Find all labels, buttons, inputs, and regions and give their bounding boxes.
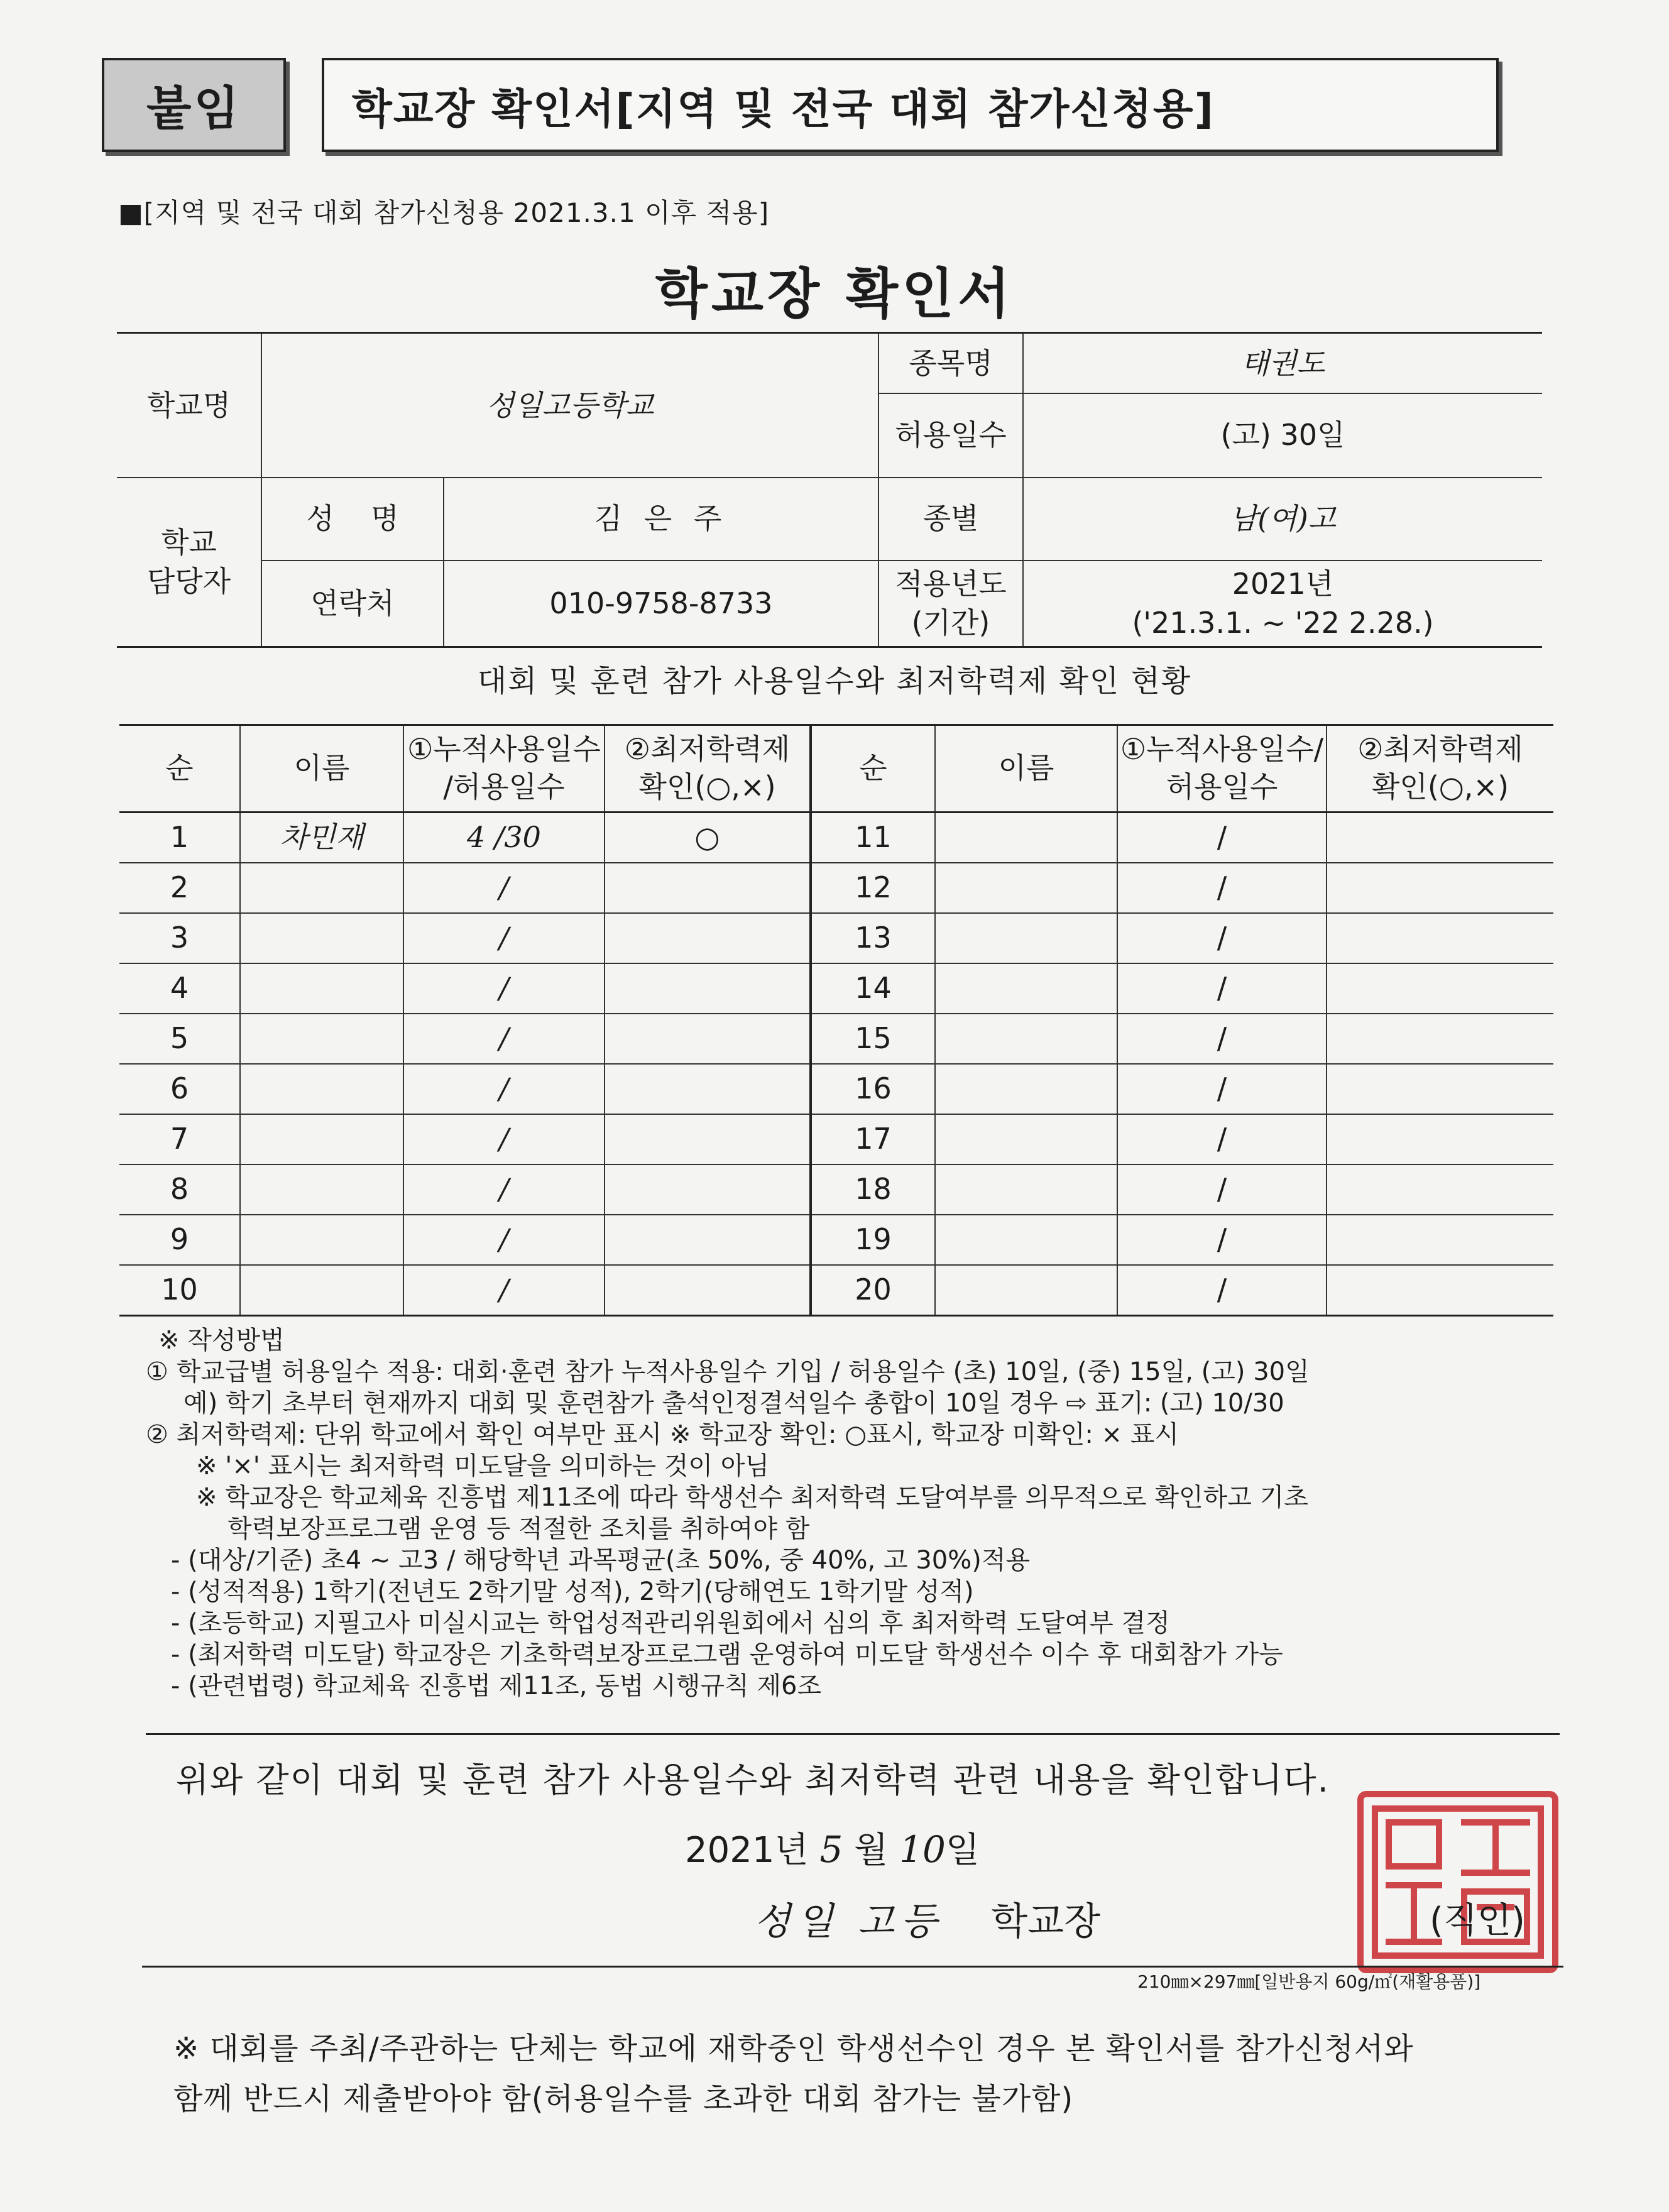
athlete-name bbox=[935, 813, 1117, 863]
allowed-days-label: 허용일수 bbox=[878, 393, 1023, 478]
min-academic-check bbox=[1327, 913, 1553, 963]
row-no: 13 bbox=[811, 913, 935, 963]
contact-label: 연락처 bbox=[261, 561, 444, 647]
instruction-line: 예) 학기 초부터 현재까지 대회 및 훈련참가 출석인정결석일수 총합이 10일 경우 ⇨ 표기: (고) 10/30 bbox=[183, 1389, 1284, 1418]
gender-label: 종별 bbox=[878, 478, 1023, 561]
header-name-right: 이름 bbox=[935, 725, 1117, 813]
row-no: 6 bbox=[119, 1064, 240, 1114]
athlete-name bbox=[240, 1164, 403, 1215]
cumulative-days: / bbox=[403, 863, 605, 913]
document-title: 학교장 확인서 bbox=[655, 263, 1014, 326]
row-no: 5 bbox=[119, 1014, 240, 1064]
instruction-line: ① 학교급별 허용일수 적용: 대회·훈련 참가 누적사용일수 기입 / 허용일수 (초) 10일, (중) 15일, (고) 30일 bbox=[146, 1357, 1310, 1386]
cumulative-days: / bbox=[1117, 813, 1327, 863]
header-title: 학교장 확인서[지역 및 전국 대회 참가신청용] bbox=[322, 58, 1499, 152]
period-value: 2021년 ('21.3.1. ~ '22 2.28.) bbox=[1023, 561, 1542, 647]
instruction-line: ② 최저학력제: 단위 학교에서 확인 여부만 표시 ※ 학교장 확인: ○표시, 학교장 미확인: × 표시 bbox=[146, 1420, 1179, 1449]
min-academic-check bbox=[605, 1014, 811, 1064]
cumulative-days: 4 /30 bbox=[403, 813, 605, 863]
divider-line bbox=[142, 1966, 1563, 1968]
instruction-line: - (관련법령) 학교체육 진흥법 제11조, 동법 시행규칙 제6조 bbox=[171, 1672, 822, 1700]
row-no: 1 bbox=[119, 813, 240, 863]
row-no: 14 bbox=[811, 963, 935, 1014]
period-label: 적용년도 (기간) bbox=[878, 561, 1023, 647]
instruction-line: - (대상/기준) 초4 ~ 고3 / 해당학년 과목평균(초 50%, 중 40%, 고 30%)적용 bbox=[171, 1546, 1031, 1575]
athlete-name bbox=[935, 1215, 1117, 1265]
cumulative-days: / bbox=[403, 1265, 605, 1316]
footer-note: ※ 대회를 주최/주관하는 단체는 학교에 재학중인 학생선수인 경우 본 확인서를 참가신청서와 함께 반드시 제출받아야 함(허용일수를 초과한 대회 참가는 불가함) bbox=[173, 2031, 1414, 2116]
cumulative-days: / bbox=[1117, 1265, 1327, 1316]
athlete-name bbox=[935, 1265, 1117, 1316]
athlete-name bbox=[240, 1014, 403, 1064]
school-name-label: 학교명 bbox=[117, 333, 261, 478]
row-no: 2 bbox=[119, 863, 240, 913]
manager-name-label: 성 명 bbox=[261, 478, 444, 561]
athlete-name bbox=[240, 963, 403, 1014]
cumulative-days: / bbox=[1117, 913, 1327, 963]
athlete-name bbox=[935, 1014, 1117, 1064]
date-year: 2021년 bbox=[685, 1830, 809, 1871]
signature-line bbox=[754, 1892, 1100, 1946]
date-day-unit: 일 bbox=[945, 1830, 980, 1871]
header-no-left: 순 bbox=[119, 725, 240, 813]
allowed-days-value: (고) 30일 bbox=[1023, 393, 1542, 478]
manager-name-value: 김 은 주 bbox=[444, 478, 878, 561]
athlete-rows bbox=[119, 813, 1553, 1316]
min-academic-check bbox=[605, 913, 811, 963]
min-academic-check bbox=[605, 1064, 811, 1114]
min-academic-check bbox=[1327, 863, 1553, 913]
min-academic-check bbox=[1327, 1265, 1553, 1316]
table-row bbox=[119, 813, 1553, 863]
athlete-name bbox=[240, 1114, 403, 1164]
cumulative-days: / bbox=[1117, 1014, 1327, 1064]
cumulative-days: / bbox=[1117, 1064, 1327, 1114]
instruction-line: - (초등학교) 지필고사 미실시교는 학업성적관리위원회에서 심의 후 최저학력 도달여부 결정 bbox=[171, 1609, 1170, 1638]
min-academic-check: ○ bbox=[605, 813, 811, 863]
athlete-name bbox=[240, 1265, 403, 1316]
table-row bbox=[119, 1164, 1553, 1215]
date-month: 5 bbox=[819, 1828, 843, 1871]
table-row bbox=[119, 1064, 1553, 1114]
athlete-name bbox=[935, 1114, 1117, 1164]
row-no: 10 bbox=[119, 1265, 240, 1316]
school-seal bbox=[1357, 1791, 1558, 1973]
header-check-left: ②최저학력제 확인(○,×) bbox=[605, 725, 811, 813]
row-no: 7 bbox=[119, 1114, 240, 1164]
divider-line bbox=[146, 1733, 1560, 1735]
min-academic-check bbox=[605, 863, 811, 913]
row-no: 12 bbox=[811, 863, 935, 913]
table-row bbox=[119, 1014, 1553, 1064]
header-days-left: ①누적사용일수 /허용일수 bbox=[403, 725, 605, 813]
athlete-name bbox=[935, 863, 1117, 913]
school-name-value: 성일고등학교 bbox=[261, 333, 878, 478]
min-academic-check bbox=[1327, 1164, 1553, 1215]
sport-label: 종목명 bbox=[878, 333, 1023, 393]
table-row bbox=[119, 863, 1553, 913]
school-info-table bbox=[117, 332, 1542, 648]
gender-value: 남(여)고 bbox=[1023, 478, 1542, 561]
athlete-name bbox=[935, 963, 1117, 1014]
cumulative-days: / bbox=[403, 1114, 605, 1164]
row-no: 17 bbox=[811, 1114, 935, 1164]
confirmation-date bbox=[685, 1822, 980, 1873]
row-no: 20 bbox=[811, 1265, 935, 1316]
cumulative-days: / bbox=[403, 963, 605, 1014]
row-no: 4 bbox=[119, 963, 240, 1014]
athlete-name bbox=[935, 1064, 1117, 1114]
athlete-name bbox=[240, 863, 403, 913]
athlete-table bbox=[119, 724, 1553, 1317]
athlete-name bbox=[935, 1164, 1117, 1215]
cumulative-days: / bbox=[403, 1064, 605, 1114]
min-academic-check bbox=[1327, 813, 1553, 863]
min-academic-check bbox=[1327, 1215, 1553, 1265]
min-academic-check bbox=[605, 1114, 811, 1164]
min-academic-check bbox=[1327, 1064, 1553, 1114]
header-no-right: 순 bbox=[811, 725, 935, 813]
athlete-name bbox=[240, 913, 403, 963]
cumulative-days: / bbox=[403, 1164, 605, 1215]
contact-value: 010-9758-8733 bbox=[444, 561, 878, 647]
instruction-line: 학력보장프로그램 운영 등 적절한 조치를 취하여야 함 bbox=[227, 1514, 810, 1543]
confirmation-text: 위와 같이 대회 및 훈련 참가 사용일수와 최저학력 관련 내용을 확인합니다. bbox=[176, 1760, 1330, 1800]
attachment-tag: 붙임 bbox=[102, 58, 286, 152]
table-row bbox=[119, 1265, 1553, 1316]
cumulative-days: / bbox=[1117, 1114, 1327, 1164]
instructions-heading: ※ 작성방법 bbox=[158, 1326, 285, 1355]
row-no: 19 bbox=[811, 1215, 935, 1265]
seal-label: (직인) bbox=[1430, 1900, 1525, 1941]
manager-label: 학교 담당자 bbox=[117, 478, 261, 647]
table-row bbox=[119, 963, 1553, 1014]
min-academic-check bbox=[1327, 1014, 1553, 1064]
cumulative-days: / bbox=[1117, 863, 1327, 913]
instruction-line: ※ 학교장은 학교체육 진흥법 제11조에 따라 학생선수 최저학력 도달여부를 의무적으로 확인하고 기초 bbox=[196, 1483, 1308, 1512]
table-row bbox=[119, 1215, 1553, 1265]
min-academic-check bbox=[1327, 1114, 1553, 1164]
instruction-line: - (성적적용) 1학기(전년도 2학기말 성적), 2학기(당해연도 1학기말 성적) bbox=[171, 1577, 974, 1606]
cumulative-days: / bbox=[403, 913, 605, 963]
date-day: 10 bbox=[899, 1828, 946, 1871]
athlete-name bbox=[240, 1064, 403, 1114]
cumulative-days: / bbox=[1117, 1215, 1327, 1265]
min-academic-check bbox=[605, 1164, 811, 1215]
status-heading: 대회 및 훈련 참가 사용일수와 최저학력제 확인 현황 bbox=[477, 664, 1192, 699]
min-academic-check bbox=[605, 1215, 811, 1265]
header-check-right: ②최저학력제 확인(○,×) bbox=[1327, 725, 1553, 813]
row-no: 8 bbox=[119, 1164, 240, 1215]
cumulative-days: / bbox=[403, 1014, 605, 1064]
row-no: 18 bbox=[811, 1164, 935, 1215]
row-no: 11 bbox=[811, 813, 935, 863]
school-handwritten: 성일 고등 bbox=[754, 1900, 943, 1944]
athlete-name bbox=[935, 913, 1117, 963]
athlete-name: 차민재 bbox=[240, 813, 403, 863]
date-month-unit: 월 bbox=[854, 1830, 889, 1871]
cumulative-days: / bbox=[403, 1215, 605, 1265]
min-academic-check bbox=[605, 963, 811, 1014]
header-name-left: 이름 bbox=[240, 725, 403, 813]
paper-spec: 210㎜×297㎜[일반용지 60g/㎡(재활용품)] bbox=[1137, 1971, 1481, 1992]
athlete-name bbox=[240, 1215, 403, 1265]
table-row bbox=[119, 1114, 1553, 1164]
min-academic-check bbox=[605, 1265, 811, 1316]
cumulative-days: / bbox=[1117, 1164, 1327, 1215]
row-no: 9 bbox=[119, 1215, 240, 1265]
table-row bbox=[119, 913, 1553, 963]
min-academic-check bbox=[1327, 963, 1553, 1014]
instruction-line: ※ '×' 표시는 최저학력 미도달을 의미하는 것이 아님 bbox=[196, 1452, 770, 1481]
row-no: 3 bbox=[119, 913, 240, 963]
sport-value: 태권도 bbox=[1023, 333, 1542, 393]
application-note: ■[지역 및 전국 대회 참가신청용 2021.3.1 이후 적용] bbox=[118, 197, 770, 228]
instruction-line: - (최저학력 미도달) 학교장은 기초학력보장프로그램 운영하여 미도달 학생선수 이수 후 대회참가 가능 bbox=[171, 1640, 1283, 1669]
cumulative-days: / bbox=[1117, 963, 1327, 1014]
row-no: 15 bbox=[811, 1014, 935, 1064]
principal-label: 학교장 bbox=[991, 1900, 1101, 1944]
header-days-right: ①누적사용일수/ 허용일수 bbox=[1117, 725, 1327, 813]
row-no: 16 bbox=[811, 1064, 935, 1114]
instructions bbox=[146, 1325, 1553, 1702]
